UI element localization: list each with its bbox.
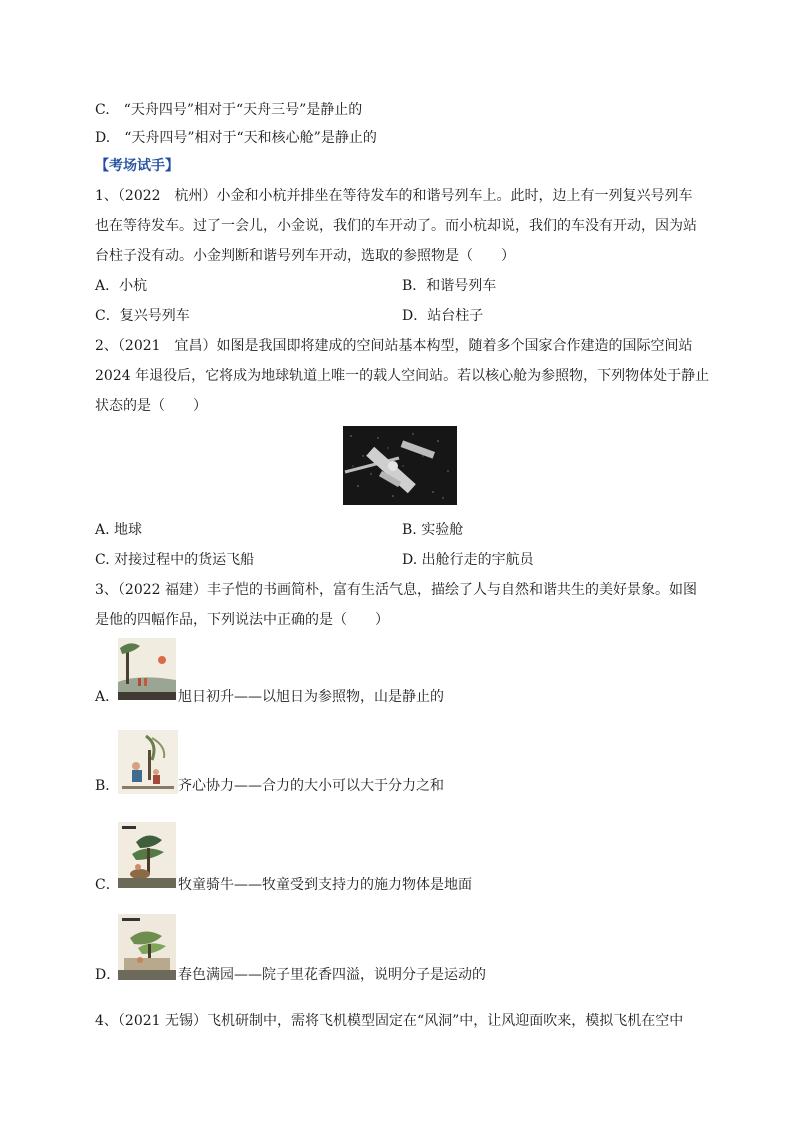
painting-spring-garden-image [118,914,176,980]
painting-cowherd-image [118,822,176,888]
q1-option-a: A．小杭 [95,278,148,294]
painting-cooperation-image [118,730,178,794]
option-c-prev: C. “天舟四号”相对于“天舟三号”是静止的 [95,102,363,118]
q1-line-2: 也在等待发车。过了一会儿，小金说，我们的车开动了。而小杭却说，我们的车没有开动，因为站 [95,218,697,234]
q1-line-3: 台柱子没有动。小金判断和谐号列车开动，选取的参照物是（ ） [95,248,515,264]
space-station-image [343,426,457,505]
q3-line-1: 3、（2022 福建）丰子恺的书画简朴，富有生活气息，描绘了人与自然和谐共生的美好景象。如图 [95,582,697,598]
q3-line-2: 是他的四幅作品，下列说法中正确的是（ ） [95,612,389,628]
q1-line-1: 1、（2022 杭州）小金和小杭并排坐在等待发车的和谐号列车上。此时，边上有一列复兴号列车 [95,188,693,204]
q3-option-d-letter: D． [95,967,121,983]
q3-option-d-text: 春色满园——院子里花香四溢，说明分子是运动的 [178,967,486,983]
q3-option-c-text: 牧童骑牛——牧童受到支持力的施力物体是地面 [178,877,472,893]
q2-line-3: 状态的是（ ） [95,398,207,414]
q3-option-b-text: 齐心协力——合力的大小可以大于分力之和 [178,778,444,794]
q3-option-a-text: 旭日初升——以旭日为参照物，山是静止的 [178,689,444,705]
q2-line-1: 2、（2021 宜昌）如图是我国即将建成的空间站基本构型，随着多个国家合作建造的国际空间站 [95,338,693,354]
painting-sunrise-image [118,638,176,700]
q2-option-b: B. 实验舱 [402,522,464,538]
section-heading: 【考场试手】 [95,158,179,174]
q3-option-a-letter: A． [95,689,120,705]
q3-option-b-letter: B． [95,778,120,794]
q2-option-a: A. 地球 [95,522,143,538]
option-d-prev: D. “天舟四号”相对于“天和核心舱”是静止的 [95,130,377,146]
q2-option-d: D. 出舱行走的宇航员 [402,552,534,568]
q1-option-d: D．站台柱子 [402,308,484,324]
q1-option-c: C．复兴号列车 [95,308,190,324]
q2-option-c: C. 对接过程中的货运飞船 [95,552,255,568]
q3-option-c-letter: C． [95,877,120,893]
q1-option-b: B．和谐号列车 [402,278,497,294]
q2-line-2: 2024 年退役后，它将成为地球轨道上唯一的载人空间站。若以核心舱为参照物，下列物体处于静止 [95,368,710,384]
q4-line-1: 4、（2021 无锡）飞机研制中，需将飞机模型固定在“风洞”中，让风迎面吹来，模拟飞机在空中 [95,1013,684,1029]
